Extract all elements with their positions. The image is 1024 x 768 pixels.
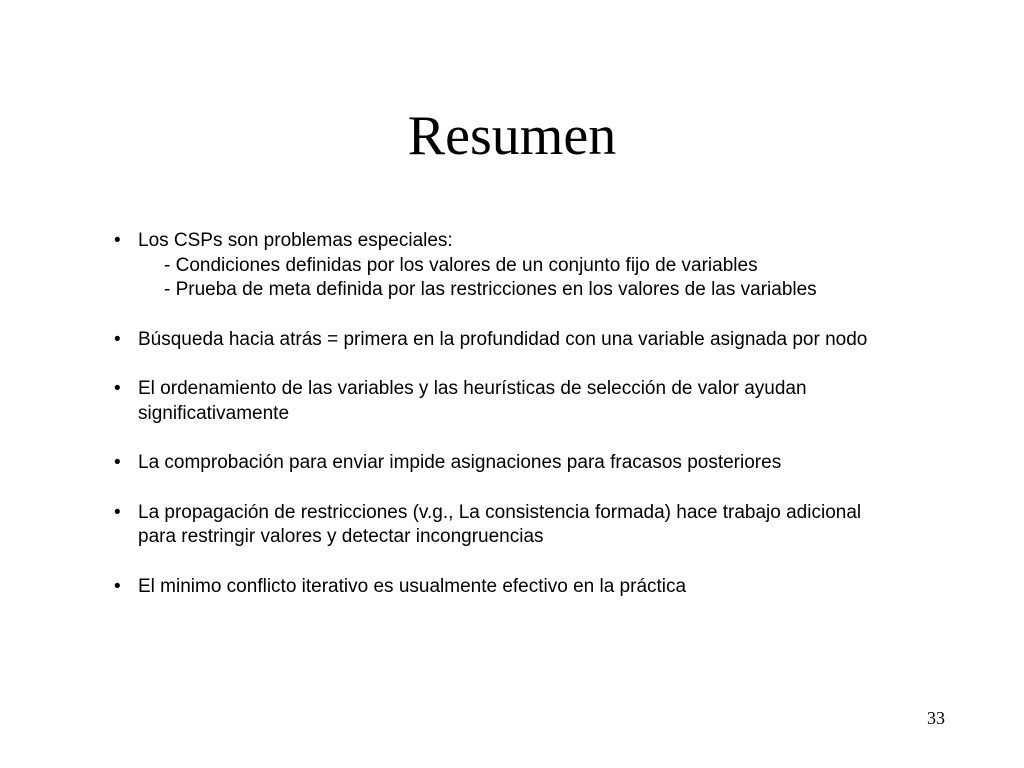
sub-item: - Condiciones definidas por los valores de un conjunto fijo de variables: [164, 254, 758, 276]
bullet-dot-icon: •: [114, 575, 121, 597]
bullet-item: [114, 451, 894, 476]
bullet-text: La comprobación para enviar impide asignaciones para fracasos posteriores: [138, 452, 782, 473]
page-number: 33: [927, 708, 945, 728]
bullet-text: La propagación de restricciones (v.g., La consistencia formada) hace trabajo adicional para restringir valores y detectar incongruencias: [138, 501, 862, 547]
slide-title: Resumen: [407, 105, 617, 167]
bullet-text: Los CSPs son problemas especiales:: [138, 230, 453, 251]
bullet-dot-icon: •: [114, 452, 121, 473]
bullet-dot-icon: •: [114, 328, 121, 350]
bullet-text: Búsqueda hacia atrás = primera en la profundidad con una variable asignada por nodo: [138, 328, 868, 350]
bullet-item: [114, 377, 894, 426]
bullet-item: [114, 229, 894, 303]
bullet-dot-icon: •: [114, 230, 121, 251]
bullet-item: [114, 328, 894, 353]
bullet-dot-icon: •: [114, 378, 121, 399]
bullet-item: [114, 501, 894, 550]
bullet-text: El ordenamiento de las variables y las heurísticas de selección de valor ayudan significativamente: [138, 378, 807, 424]
bullet-list: [114, 229, 894, 624]
bullet-text: El minimo conflicto iterativo es usualmente efectivo en la práctica: [138, 575, 687, 597]
bullet-item: [114, 575, 894, 600]
sub-item: - Prueba de meta definida por las restricciones en los valores de las variables: [164, 279, 817, 300]
bullet-dot-icon: •: [114, 501, 121, 523]
